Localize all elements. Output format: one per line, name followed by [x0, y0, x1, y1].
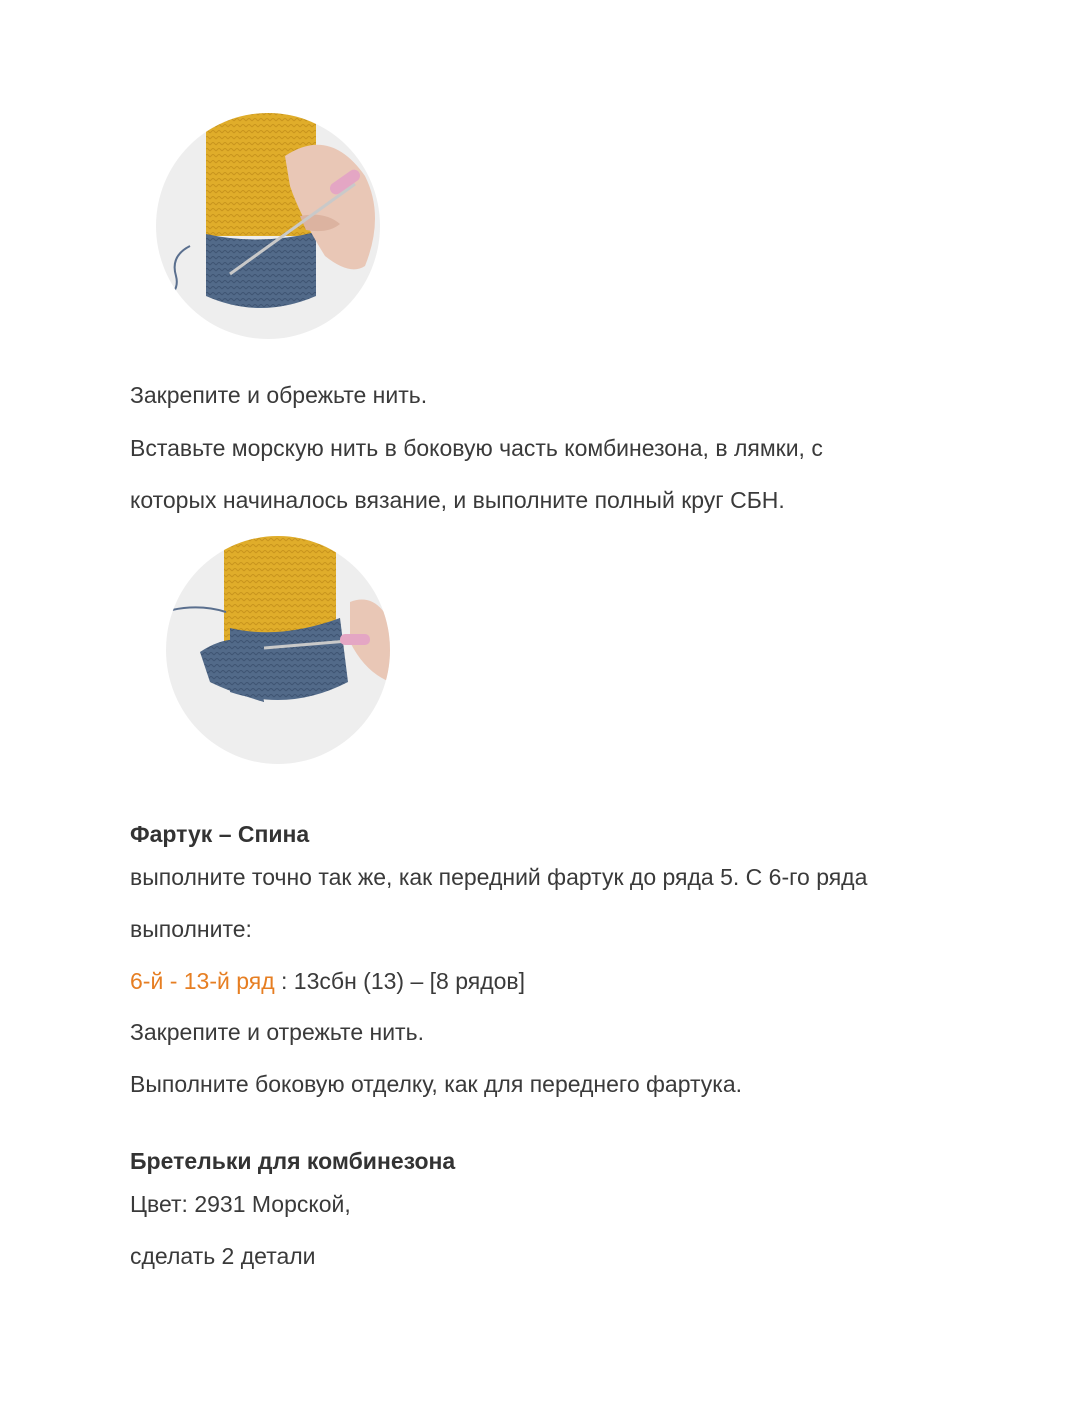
- row-text: : 13сбн (13) – [8 рядов]: [274, 968, 526, 994]
- paragraph: которых начиналось вязание, и выполните полный круг СБН.: [130, 487, 785, 513]
- section-heading: Фартук – Спина: [130, 821, 310, 847]
- crochet-body-photo: [150, 106, 390, 346]
- crochet-overalls-photo: [160, 532, 396, 768]
- paragraph: выполните точно так же, как передний фартук до ряда 5. С 6-го ряда: [130, 864, 868, 890]
- paragraph: Закрепите и обрежьте нить.: [130, 382, 428, 408]
- paragraph: Вставьте морскую нить в боковую часть комбинезона, в лямки, с: [130, 435, 823, 461]
- paragraph: сделать 2 детали: [130, 1243, 316, 1269]
- row-label: 6-й - 13-й ряд: [130, 968, 275, 994]
- paragraph: выполните:: [130, 916, 252, 942]
- section-heading: Бретельки для комбинезона: [130, 1148, 456, 1174]
- paragraph: Выполните боковую отделку, как для переднего фартука.: [130, 1071, 743, 1097]
- paragraph: Закрепите и отрежьте нить.: [130, 1019, 424, 1045]
- row-instruction: [130, 966, 525, 996]
- paragraph: Цвет: 2931 Морской,: [130, 1191, 351, 1217]
